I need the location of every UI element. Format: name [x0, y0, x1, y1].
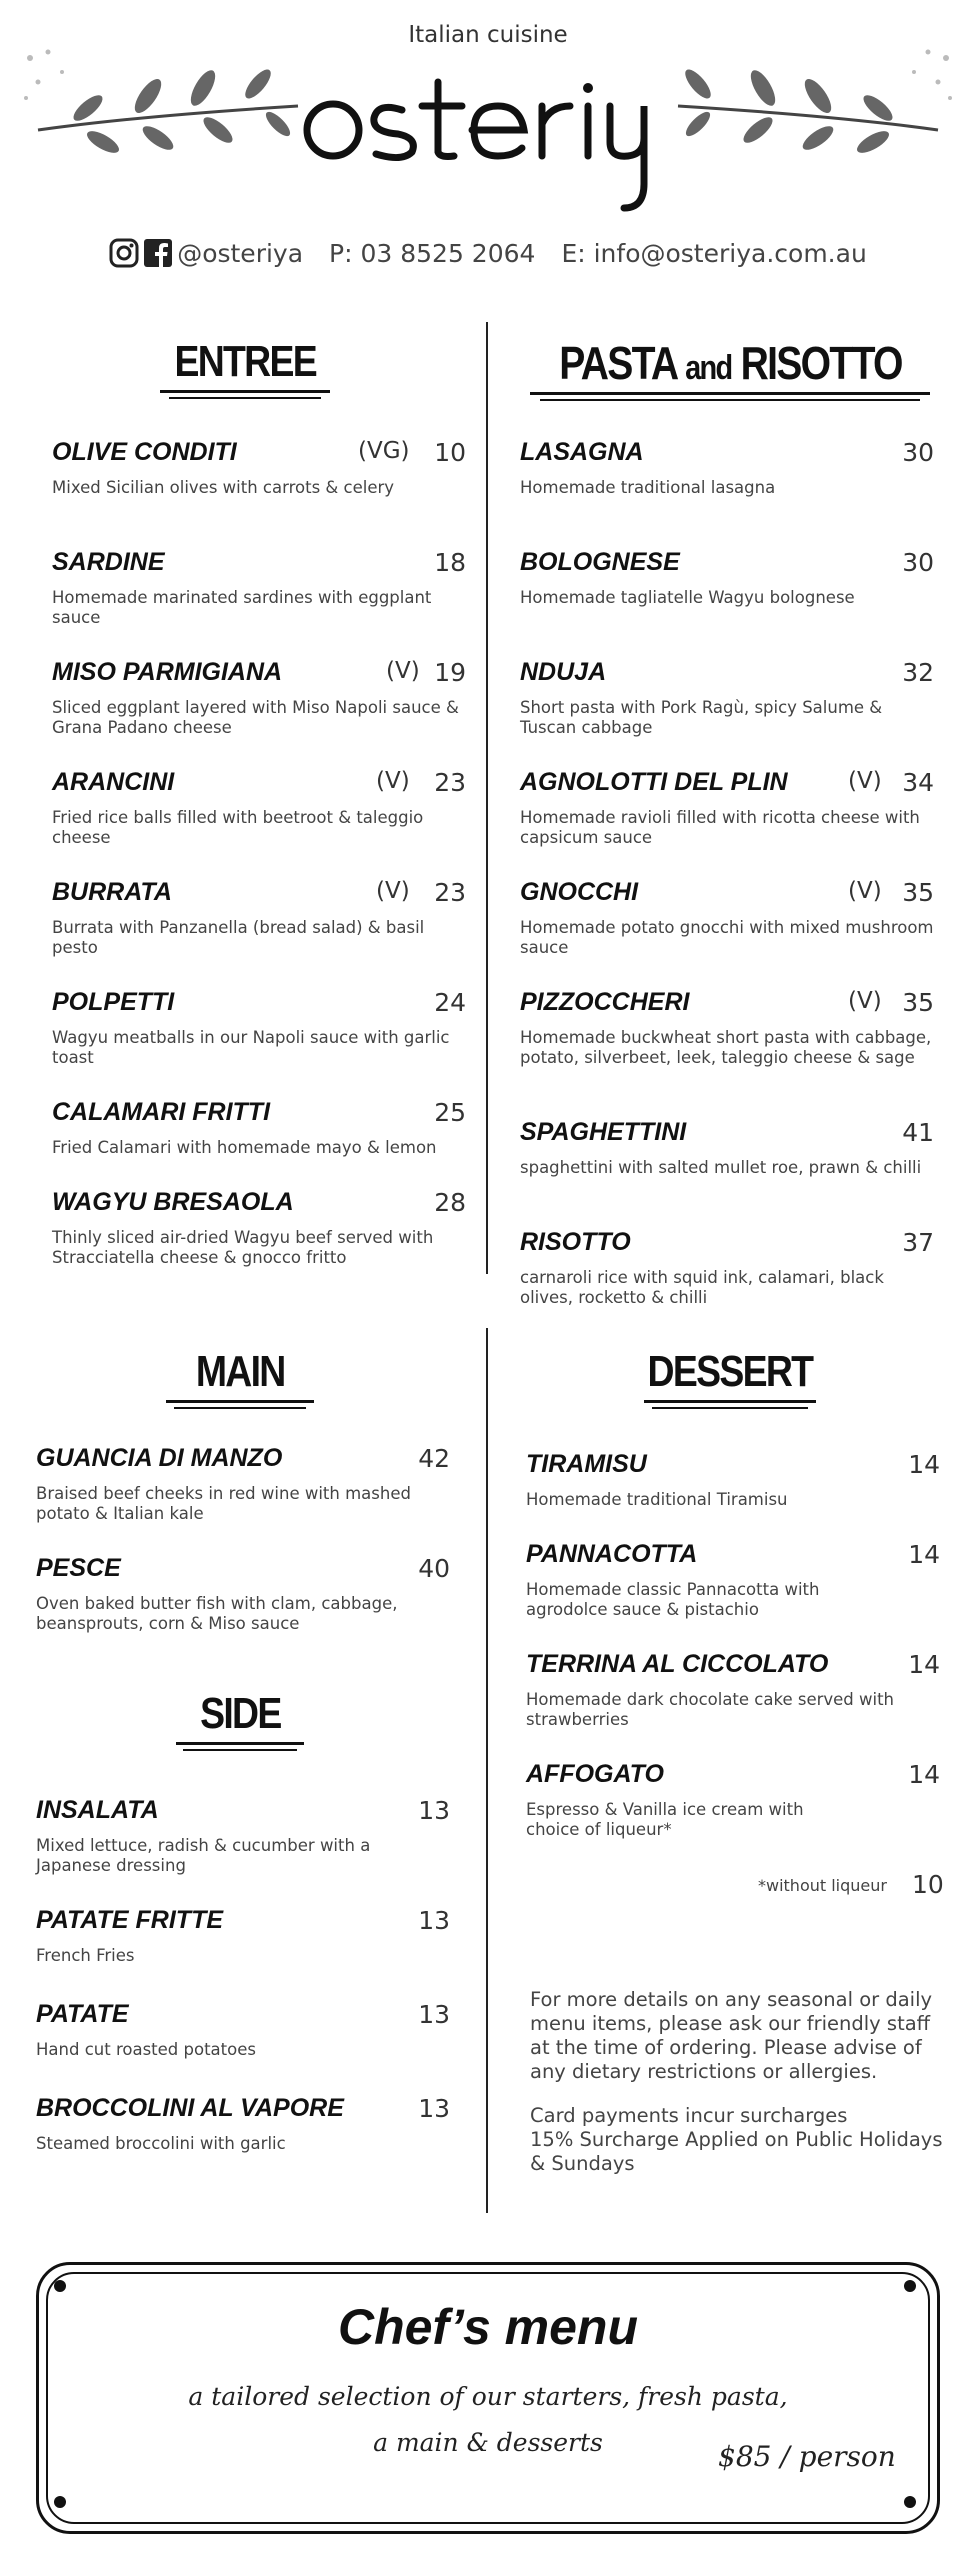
- menu-item: [520, 768, 934, 848]
- without-liqueur-price: 10: [912, 1870, 944, 1899]
- menu-item: [52, 658, 466, 738]
- item-name: GNOCCHI: [520, 878, 639, 906]
- item-name: PATATE FRITTE: [36, 1906, 224, 1934]
- card-surcharge-note: Card payments incur surcharges: [530, 2104, 848, 2127]
- item-price: 13: [418, 1906, 450, 1935]
- item-price: 25: [434, 1098, 466, 1127]
- without-liqueur-note: *without liqueur: [758, 1876, 887, 1895]
- dietary-tag: (V): [848, 988, 882, 1014]
- menu-item: [36, 1444, 450, 1524]
- item-name: BURRATA: [52, 878, 172, 906]
- social-handle[interactable]: @osteriya: [177, 239, 304, 268]
- item-description: Homemade classic Pannacotta with agrodolce sauce & pistachio: [526, 1580, 820, 1619]
- details-note: For more details on any seasonal or daily menu items, please ask our friendly staff at the time of ordering. Please advise of any dietary restrictions or allergies.: [530, 1988, 933, 2083]
- item-name: SARDINE: [52, 548, 165, 576]
- corner-dot: [904, 2280, 916, 2292]
- olive-branch-left-decoration: [18, 38, 308, 158]
- dietary-tag: (V): [376, 878, 410, 904]
- instagram-icon[interactable]: [109, 238, 139, 268]
- chefs-menu-description-line-2: a main & desserts: [373, 2428, 603, 2457]
- item-price: 13: [418, 1796, 450, 1825]
- menu-item: [52, 878, 466, 958]
- holiday-surcharge-note: 15% Surcharge Applied on Public Holidays & Sundays: [530, 2128, 943, 2175]
- item-price: 35: [902, 988, 934, 1017]
- item-price: 14: [908, 1540, 940, 1569]
- item-description: spaghettini with salted mullet roe, prawn & chilli: [520, 1158, 922, 1177]
- item-price: 28: [434, 1188, 466, 1217]
- side-title: SIDE: [160, 1692, 320, 1751]
- item-price: 37: [902, 1228, 934, 1257]
- item-name: PANNACOTTA: [526, 1540, 698, 1568]
- menu-item: [520, 878, 934, 958]
- item-price: 18: [434, 548, 466, 577]
- dietary-tag: (V): [848, 878, 882, 904]
- olive-branch-right-decoration: [668, 38, 958, 158]
- menu-item: [526, 1650, 940, 1730]
- phone-number[interactable]: P: 03 8525 2064: [329, 239, 536, 268]
- menu-item: [36, 1796, 450, 1876]
- item-description: Hand cut roasted potatoes: [36, 2040, 256, 2059]
- entree-title: ENTREE: [150, 340, 340, 399]
- corner-dot: [54, 2496, 66, 2508]
- item-price: 23: [434, 768, 466, 797]
- item-name: OLIVE CONDITI: [52, 438, 237, 466]
- item-description: Espresso & Vanilla ice cream with choice of liqueur*: [526, 1800, 804, 1839]
- item-description: carnaroli rice with squid ink, calamari, black olives, rocketto & chilli: [520, 1268, 884, 1307]
- osteriya-logo: [298, 62, 678, 212]
- column-divider-top: [486, 322, 488, 1274]
- item-description: Mixed Sicilian olives with carrots & celery: [52, 478, 395, 497]
- item-description: Mixed lettuce, radish & cucumber with a Japanese dressing: [36, 1836, 371, 1875]
- item-description: Oven baked butter fish with clam, cabbage, beansprouts, corn & Miso sauce: [36, 1594, 398, 1633]
- item-description: Burrata with Panzanella (bread salad) & basil pesto: [52, 918, 425, 957]
- cuisine-subtitle: Italian cuisine: [408, 22, 568, 48]
- item-description: Homemade dark chocolate cake served with strawberries: [526, 1690, 895, 1729]
- menu-item: [526, 1760, 940, 1840]
- menu-item: [520, 1228, 934, 1308]
- corner-dot: [54, 2280, 66, 2292]
- menu-item: [36, 1554, 450, 1634]
- menu-item: [520, 548, 934, 608]
- email-address[interactable]: E: info@osteriya.com.au: [561, 239, 867, 268]
- item-name: SPAGHETTINI: [520, 1118, 687, 1146]
- item-description: Homemade tagliatelle Wagyu bolognese: [520, 588, 855, 607]
- item-description: Steamed broccolini with garlic: [36, 2134, 286, 2153]
- item-price: 41: [902, 1118, 934, 1147]
- menu-item: [520, 988, 934, 1068]
- chefs-menu-title: Chef’s menu: [337, 2299, 639, 2355]
- item-description: Homemade traditional lasagna: [520, 478, 776, 497]
- item-description: Short pasta with Pork Ragù, spicy Salume & Tuscan cabbage: [520, 698, 883, 737]
- menu-item: [520, 658, 934, 738]
- item-name: PIZZOCCHERI: [520, 988, 690, 1016]
- item-name: POLPETTI: [52, 988, 175, 1016]
- item-price: 10: [434, 438, 466, 467]
- item-price: 30: [902, 438, 934, 467]
- column-divider-bottom: [486, 1328, 488, 2213]
- item-name: MISO PARMIGIANA: [52, 658, 283, 686]
- item-price: 32: [902, 658, 934, 687]
- menu-item: [52, 1188, 466, 1268]
- menu-item: [520, 438, 934, 498]
- item-description: Wagyu meatballs in our Napoli sauce with garlic toast: [52, 1028, 450, 1067]
- item-description: Homemade potato gnocchi with mixed mushroom sauce: [520, 918, 934, 957]
- item-description: Fried rice balls filled with beetroot & taleggio cheese: [52, 808, 424, 847]
- item-name: ARANCINI: [52, 768, 175, 796]
- menu-item: [526, 1540, 940, 1620]
- item-price: 40: [418, 1554, 450, 1583]
- contact-bar: [0, 238, 976, 268]
- item-name: TIRAMISU: [526, 1450, 647, 1478]
- item-price: 23: [434, 878, 466, 907]
- item-price: 13: [418, 2094, 450, 2123]
- item-name: AFFOGATO: [526, 1760, 664, 1788]
- pasta-risotto-title: PASTA and RISOTTO: [520, 340, 940, 401]
- item-name: WAGYU BRESAOLA: [52, 1188, 294, 1216]
- item-description: Thinly sliced air-dried Wagyu beef served with Stracciatella cheese & gnocco fritto: [52, 1228, 434, 1267]
- item-price: 13: [418, 2000, 450, 2029]
- item-price: 19: [434, 658, 466, 687]
- menu-item: [36, 2094, 450, 2154]
- item-description: Homemade ravioli filled with ricotta cheese with capsicum sauce: [520, 808, 920, 847]
- menu-item: [36, 2000, 450, 2060]
- item-name: BROCCOLINI AL VAPORE: [36, 2094, 344, 2122]
- item-name: NDUJA: [520, 658, 607, 686]
- main-title: MAIN: [150, 1350, 330, 1409]
- dietary-tag: (V): [376, 768, 410, 794]
- item-description: French Fries: [36, 1946, 135, 1965]
- facebook-icon[interactable]: [143, 238, 173, 268]
- item-price: 14: [908, 1760, 940, 1789]
- item-description: Braised beef cheeks in red wine with mashed potato & Italian kale: [36, 1484, 411, 1523]
- item-price: 14: [908, 1650, 940, 1679]
- menu-item: [520, 1118, 934, 1178]
- item-name: TERRINA AL CICCOLATO: [526, 1650, 829, 1678]
- menu-item: [52, 548, 466, 628]
- item-description: Homemade traditional Tiramisu: [526, 1490, 788, 1509]
- item-name: LASAGNA: [520, 438, 644, 466]
- item-price: 30: [902, 548, 934, 577]
- item-name: AGNOLOTTI DEL PLIN: [520, 768, 788, 796]
- item-name: GUANCIA DI MANZO: [36, 1444, 283, 1472]
- item-name: PESCE: [36, 1554, 121, 1582]
- item-description: Sliced eggplant layered with Miso Napoli sauce & Grana Padano cheese: [52, 698, 459, 737]
- item-description: Homemade buckwheat short pasta with cabbage, potato, silverbeet, leek, taleggio cheese & sage: [520, 1028, 932, 1067]
- item-price: 35: [902, 878, 934, 907]
- chefs-menu-price: $85 / person: [718, 2440, 896, 2473]
- item-price: 34: [902, 768, 934, 797]
- menu-item: [52, 438, 466, 498]
- menu-item: [36, 1906, 450, 1966]
- corner-dot: [904, 2496, 916, 2508]
- dessert-title: DESSERT: [630, 1350, 830, 1409]
- item-price: 14: [908, 1450, 940, 1479]
- item-price: 42: [418, 1444, 450, 1473]
- item-name: PATATE: [36, 2000, 129, 2028]
- menu-item: [52, 768, 466, 848]
- menu-item: [526, 1450, 940, 1510]
- item-name: CALAMARI FRITTI: [52, 1098, 271, 1126]
- chefs-menu-description-line-1: a tailored selection of our starters, fresh pasta,: [188, 2382, 788, 2411]
- menu-item: [52, 1098, 466, 1158]
- dietary-tag: (VG): [358, 438, 410, 464]
- menu-item: [52, 988, 466, 1068]
- item-description: Fried Calamari with homemade mayo & lemon: [52, 1138, 437, 1157]
- dietary-tag: (V): [848, 768, 882, 794]
- item-name: INSALATA: [36, 1796, 159, 1824]
- item-description: Homemade marinated sardines with eggplant sauce: [52, 588, 432, 627]
- item-price: 24: [434, 988, 466, 1017]
- item-name: BOLOGNESE: [520, 548, 680, 576]
- item-name: RISOTTO: [520, 1228, 631, 1256]
- dietary-tag: (V): [386, 658, 420, 684]
